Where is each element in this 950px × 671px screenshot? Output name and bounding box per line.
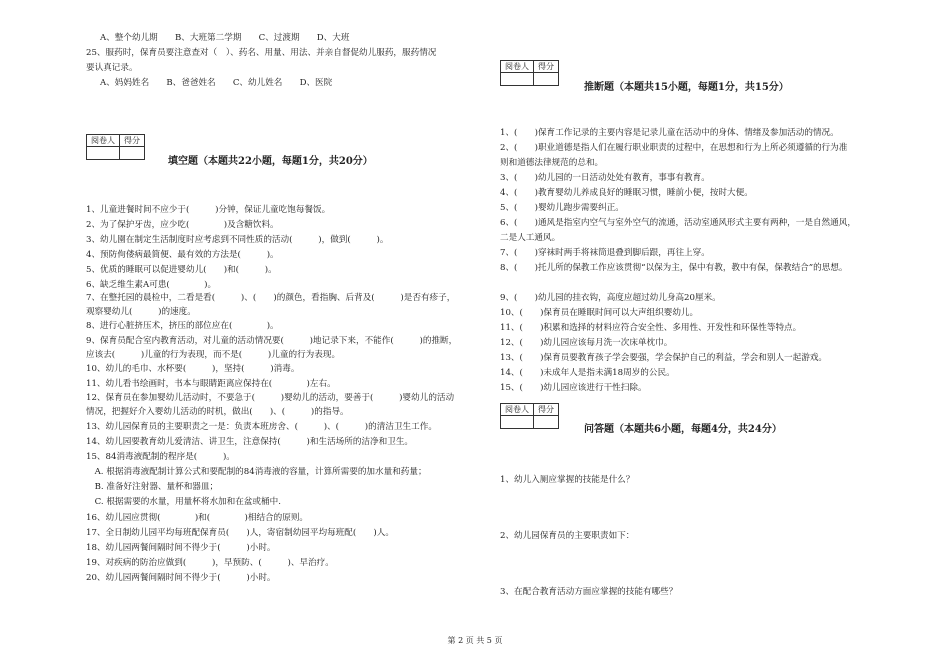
qa-item: 1、幼儿入厕应掌握的技能是什么？ <box>500 475 635 485</box>
page-footer: 第 2 页 共 5 页 <box>447 636 503 645</box>
score-label: 得分 <box>120 135 145 147</box>
fill-blank-item: 6、缺乏维生素A可患( )。 <box>86 280 217 290</box>
fill-blank-item: 11、幼儿看书绘画时，书本与眼睛距离应保持在( )左右。 <box>86 379 336 389</box>
judge-item: 10、( )保育员在睡眠时间可以大声组织婴幼儿。 <box>500 308 699 318</box>
judge-item: 15、( )幼儿园应该进行干性扫除。 <box>500 383 647 393</box>
grader-label: 阅卷人 <box>87 135 120 147</box>
fill-blank-item: 19、对疾病的防治应做到( )，早预防、( )、早治疗。 <box>86 558 334 568</box>
grader-label: 阅卷人 <box>501 404 534 416</box>
fill-blank-item: 17、全日制幼儿园平均每班配保育员( )人，寄宿制幼园平均每班配( )人。 <box>86 528 394 538</box>
score-box <box>500 60 559 86</box>
fill-blank-item: B. 准备好注射器、量杯和器皿； <box>86 482 219 492</box>
fill-blank-item: 8、进行心脏挤压术，挤压的部位应在( )。 <box>86 321 279 331</box>
fill-blank-item: 观察婴幼儿( )的速度。 <box>86 307 196 317</box>
judge-item: 11、( )积累和选择的材料应符合安全性、多用性、开发性和环保性等特点。 <box>500 323 802 333</box>
grader-label: 阅卷人 <box>501 61 534 73</box>
fill-blank-item: 1、儿童进餐时间不应少于( )分钟，保证儿童吃饱每餐饭。 <box>86 205 331 215</box>
fill-blank-item: 12、保育员在参加婴幼儿活动时，不要急于( )婴幼儿的活动，要善于( )婴幼儿的活动 <box>86 393 455 403</box>
fill-blank-item: 18、幼儿园两餐间隔时间不得少于( )小时。 <box>86 543 276 553</box>
fill-blank-item: A. 根据消毒液配制计算公式和要配制的84消毒液的容量，计算所需要的加水量和药量； <box>86 467 427 477</box>
judge-item: 14、( )未成年人是指未满18周岁的公民。 <box>500 368 675 378</box>
fill-blank-item: 情况，把握好介入婴幼儿活动的时机，做出( )、( )的指导。 <box>86 407 349 417</box>
judge-item: 5、( )婴幼儿跑步需要纠正。 <box>500 203 624 213</box>
judge-item: 4、( )教育婴幼儿养成良好的睡眠习惯，睡前小便，按时大便。 <box>500 188 753 198</box>
judge-item: 二是人工通风。 <box>500 233 561 243</box>
judge-item: 3、( )幼儿园的一日活动处处有教育，事事有教育。 <box>500 173 710 183</box>
fill-blank-item: 9、保育员配合室内教育活动，对儿童的活动情况要( )地记录下来，不能作( )的推断， <box>86 336 458 346</box>
judge-item: 9、( )幼儿园的挂衣钩，高度应超过幼儿身高20厘米。 <box>500 293 721 303</box>
fill-blank-item: 13、幼儿园保育员的主要职责之一是：负责本班房舍、( )、( )的清洁卫生工作。 <box>86 422 437 432</box>
qa-item: 3、在配合教育活动方面应掌握的技能有哪些？ <box>500 587 678 597</box>
judge-item: 12、( )幼儿园应该每月洗一次床单枕巾。 <box>500 338 673 348</box>
section-title-qa: 问答题（本题共6小题，每题4分，共24分） <box>584 424 782 435</box>
question-24-options: A、整个幼儿期 B、大班第二学期 C、过渡期 D、大班 <box>100 33 350 43</box>
fill-blank-item: 14、幼儿园要教育幼儿爱清洁、讲卫生，注意保持( )和生活场所的洁净和卫生。 <box>86 437 414 447</box>
fill-blank-item: 10、幼儿的毛巾、水杯要( )，坚持( )消毒。 <box>86 364 300 374</box>
fill-blank-item: 3、幼儿園在制定生活制度时应考虑到不同性质的活动( )，做到( )。 <box>86 235 389 245</box>
fill-blank-item: 5、优质的睡眠可以促进婴幼儿( )和( )。 <box>86 265 277 275</box>
judge-item: 2、( )职业道德是指人们在履行职业职责的过程中，在思想和行为上所必须遵循的行为准 <box>500 143 848 153</box>
fill-blank-item: 2、为了保护牙齿，应少吃( )及含糖饮料。 <box>86 220 279 230</box>
fill-blank-item: 16、幼儿园应贯彻( )和( )相结合的原则。 <box>86 513 309 523</box>
fill-blank-item: 应该去( )儿童的行为表现，而不是( )儿童的行为表现。 <box>86 350 341 360</box>
score-box <box>500 403 559 429</box>
question-25-options: A、妈妈姓名 B、爸爸姓名 C、幼儿姓名 D、医院 <box>100 78 333 88</box>
fill-blank-item: 15、84消毒液配制的程序是( )。 <box>86 452 235 462</box>
section-title-judge: 推断题（本题共15小题，每题1分，共15分） <box>584 82 789 93</box>
judge-item: 7、( )穿袜时两手将袜筒退叠到脚后跟，再往上穿。 <box>500 248 710 258</box>
score-label: 得分 <box>534 404 559 416</box>
judge-item: 13、( )保育员要教育孩子学会要强，学会保护自己的利益，学会和别人一起游戏。 <box>500 353 828 363</box>
judge-item: 则和道德法律规范的总和。 <box>500 158 604 168</box>
fill-blank-item: 20、幼儿园两餐间隔时间不得少于( )小时。 <box>86 573 276 583</box>
judge-item: 6、( )通风是指室内空气与室外空气的流通，活动室通风形式主要有两种，一是自然通风， <box>500 218 856 228</box>
fill-blank-item: 4、预防佝偻病最简便、最有效的方法是( )。 <box>86 250 279 260</box>
score-box <box>86 134 145 160</box>
question-25-cont: 要认真记录。 <box>86 63 138 73</box>
fill-blank-item: C. 根据需要的水量，用量杯将水加和在盆或桶中. <box>86 497 281 507</box>
score-label: 得分 <box>534 61 559 73</box>
judge-item: 1、( )保育工作记录的主要内容是记录儿童在活动中的身体、情绪及参加活动的情况。 <box>500 128 839 138</box>
fill-blank-item: 7、在整托园的晨检中，二看是看( )、( )的颜色，看指胸、后背及( )是否有疹子， <box>86 293 456 303</box>
judge-item: 8、( )托儿所的保教工作应该贯彻“以保为主，保中有教，教中有保，保教结合”的思想。 <box>500 263 848 273</box>
qa-item: 2、幼儿园保育员的主要职责如下： <box>500 531 635 541</box>
section-title-fill-blank: 填空题（本题共22小题，每题1分，共20分） <box>168 156 373 167</box>
question-25: 25、服药时，保育员要注意查对（ ）、药名、用量、用法、并亲自督促幼儿服药，服药情况 <box>86 48 437 58</box>
